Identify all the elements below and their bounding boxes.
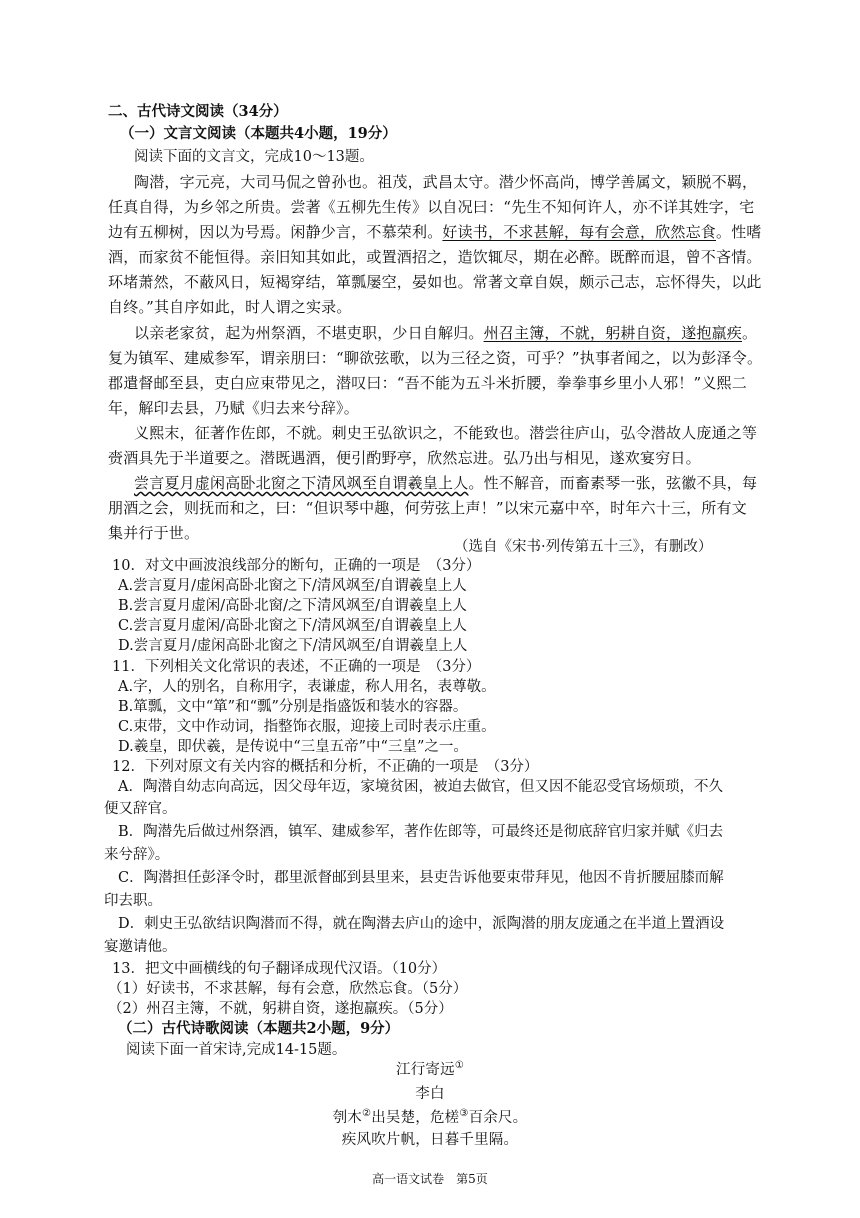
question-11: 11．下列相关文化常识的表述，不正确的一项是 （3分） — [112, 659, 481, 675]
passage-line: 酒，而家贫不能恒得。亲旧知其如此，或置酒招之，造饮辄尽，期在必醉。既醉而退，曾不吝情。 — [108, 248, 762, 266]
option: A.尝言夏月/虚闲高卧北窗之下/清风飒至/自谓羲皇上人 — [118, 578, 467, 594]
source-note: （选自《宋书·列传第五十三》，有删改） — [454, 539, 713, 555]
passage-line: 义熙末，征著作佐郎，不就。刺史王弘欲识之，不能致也。潜尝往庐山，弘令潜故人庞通之等 — [134, 424, 758, 442]
option: B.箪瓢，文中“箪”和“瓢”分别是指盛饭和装水的容器。 — [118, 699, 468, 715]
poem-line-1: 刳木②出吴楚，危槎③百余尺。 — [332, 1108, 528, 1126]
option: A．陶潜自幼志向高远，因父母年迈，家境贫困，被迫去做官，但又因不能忍受官场烦琐，不久 — [118, 779, 723, 795]
question-12: 12．下列对原文有关内容的概括和分析，不正确的一项是 （3分） — [112, 759, 539, 775]
option-continued: 便又辞官。 — [104, 801, 177, 817]
question-10: 10．对文中画波浪线部分的断句，正确的一项是 （3分） — [112, 558, 481, 574]
wavy-underlined-sentence: 尝言夏月虚闲高卧北窗之下清风飒至自谓羲皇上人 — [134, 474, 469, 492]
poem-line-2: 疾风吹片帆，日暮千里隔。 — [341, 1132, 519, 1148]
subsection-title-poetry: （二）古代诗歌阅读（本题共2小题，9分） — [118, 1020, 400, 1037]
page-footer: 高一语文试卷 第5页 — [372, 1172, 488, 1186]
underlined-sentence-1: 好读书，不求甚解，每有会意，欣然忘食 — [442, 223, 717, 241]
option: D.羲皇，即伏羲，是传说中“三皇五帝”中“三皇”之一。 — [118, 739, 468, 755]
section-title: 二、古代诗文阅读（34分） — [108, 103, 288, 120]
intro-prose: 阅读下面的文言文，完成10～13题。 — [134, 149, 374, 165]
passage-line: 尝言夏月虚闲高卧北窗之下清风飒至自谓羲皇上人。性不解音，而畜素琴一张，弦徽不具，每 — [134, 474, 758, 492]
option: D．刺史王弘欲结识陶潜而不得，就在陶潜去庐山的途中，派陶潜的朋友庞通之在半道上置酒设 — [118, 916, 725, 932]
option: C.束带，文中作动词，指整饰衣服，迎接上司时表示庄重。 — [118, 719, 496, 735]
question-13: 13．把文中画横线的句子翻译成现代汉语。（10分） — [112, 961, 447, 977]
poem-title: 江行寄远① — [396, 1060, 464, 1078]
passage-line: 以亲老家贫，起为州祭酒，不堪吏职，少日自解归。州召主簿，不就，躬耕自资，遂抱羸疾。 — [134, 324, 758, 342]
passage-line: 集并行于世。 — [108, 524, 200, 542]
underlined-sentence-2: 州召主簿，不就，躬耕自资，遂抱羸疾 — [483, 324, 743, 342]
option-continued: 宴邀请他。 — [104, 939, 177, 955]
intro-poetry: 阅读下面一首宋诗,完成14-15题。 — [126, 1042, 347, 1058]
passage-line: 年，解印去县，乃赋《归去来兮辞》。 — [108, 399, 359, 417]
option: D.尝言夏月/虚闲高卧北窗之下/清风飒至/自谓羲皇上人 — [118, 638, 468, 654]
passage-line: 复为镇军、建威参军，谓亲朋曰：“聊欲弦歌，以为三径之资，可乎？”执事者闻之，以为彭泽令。 — [108, 349, 763, 367]
passage-line: 自终。”其自序如此，时人谓之实录。 — [108, 298, 352, 316]
sub-question: （2）州召主簿，不就，躬耕自资，遂抱羸疾。（5分） — [108, 1001, 453, 1017]
passage-line: 边有五柳树，因以为号焉。闲静少言，不慕荣利。好读书，不求甚解，每有会意，欣然忘食。性嗜 — [108, 223, 762, 241]
passage-line: 环堵萧然，不蔽风日，短褐穿结，箪瓢屡空，晏如也。常著文章自娱，颇示己志，忘怀得失，以此 — [108, 273, 762, 291]
option: B．陶潜先后做过州祭酒，镇军、建威参军，著作佐郎等，可最终还是彻底辞官归家并赋《归去 — [118, 824, 724, 840]
option: C.尝言夏月虚闲/高卧北窗之下/清风飒至/自谓羲皇上人 — [118, 618, 467, 634]
option-continued: 印去职。 — [104, 893, 162, 909]
option: A.字，人的别名，自称用字，表谦虚，称人用名，表尊敬。 — [118, 679, 496, 695]
option: C．陶潜担任彭泽令时，郡里派督邮到县里来，县吏告诉他要束带拜见，他因不肯折腰屈膝而解 — [118, 870, 724, 886]
sub-question: （1）好读书，不求甚解，每有会意，欣然忘食。（5分） — [108, 981, 468, 997]
passage-line: 任真自得，为乡邻之所贵。尝著《五柳先生传》以自况曰：“先生不知何许人，亦不详其姓字，宅 — [108, 198, 755, 216]
subsection-title-classical-prose: （一）文言文阅读（本题共4小题，19分） — [120, 125, 397, 142]
passage-line: 朋酒之会，则抚而和之，曰：“但识琴中趣，何劳弦上声！”以宋元嘉中卒，时年六十三，所有文 — [108, 499, 747, 517]
passage-line: 郡遣督邮至县，吏白应束带见之，潜叹曰：“吾不能为五斗米折腰，拳拳事乡里小人邪！”义熙二 — [108, 374, 747, 392]
passage-line: 陶潜，字元亮，大司马侃之曾孙也。祖茂，武昌太守。潜少怀高尚，博学善属文，颖脱不羁， — [134, 173, 758, 191]
option: B.尝言夏月虚闲/高卧北窗/之下清风飒至/自谓羲皇上人 — [118, 598, 467, 614]
poem-author: 李白 — [415, 1086, 445, 1102]
option-continued: 来兮辞》。 — [104, 847, 170, 863]
footnote-marker: ① — [454, 1060, 464, 1072]
passage-line: 赍酒具先于半道要之。潜既遇酒，便引酌野亭，欣然忘进。弘乃出与相见，遂欢宴穷日。 — [108, 449, 701, 467]
